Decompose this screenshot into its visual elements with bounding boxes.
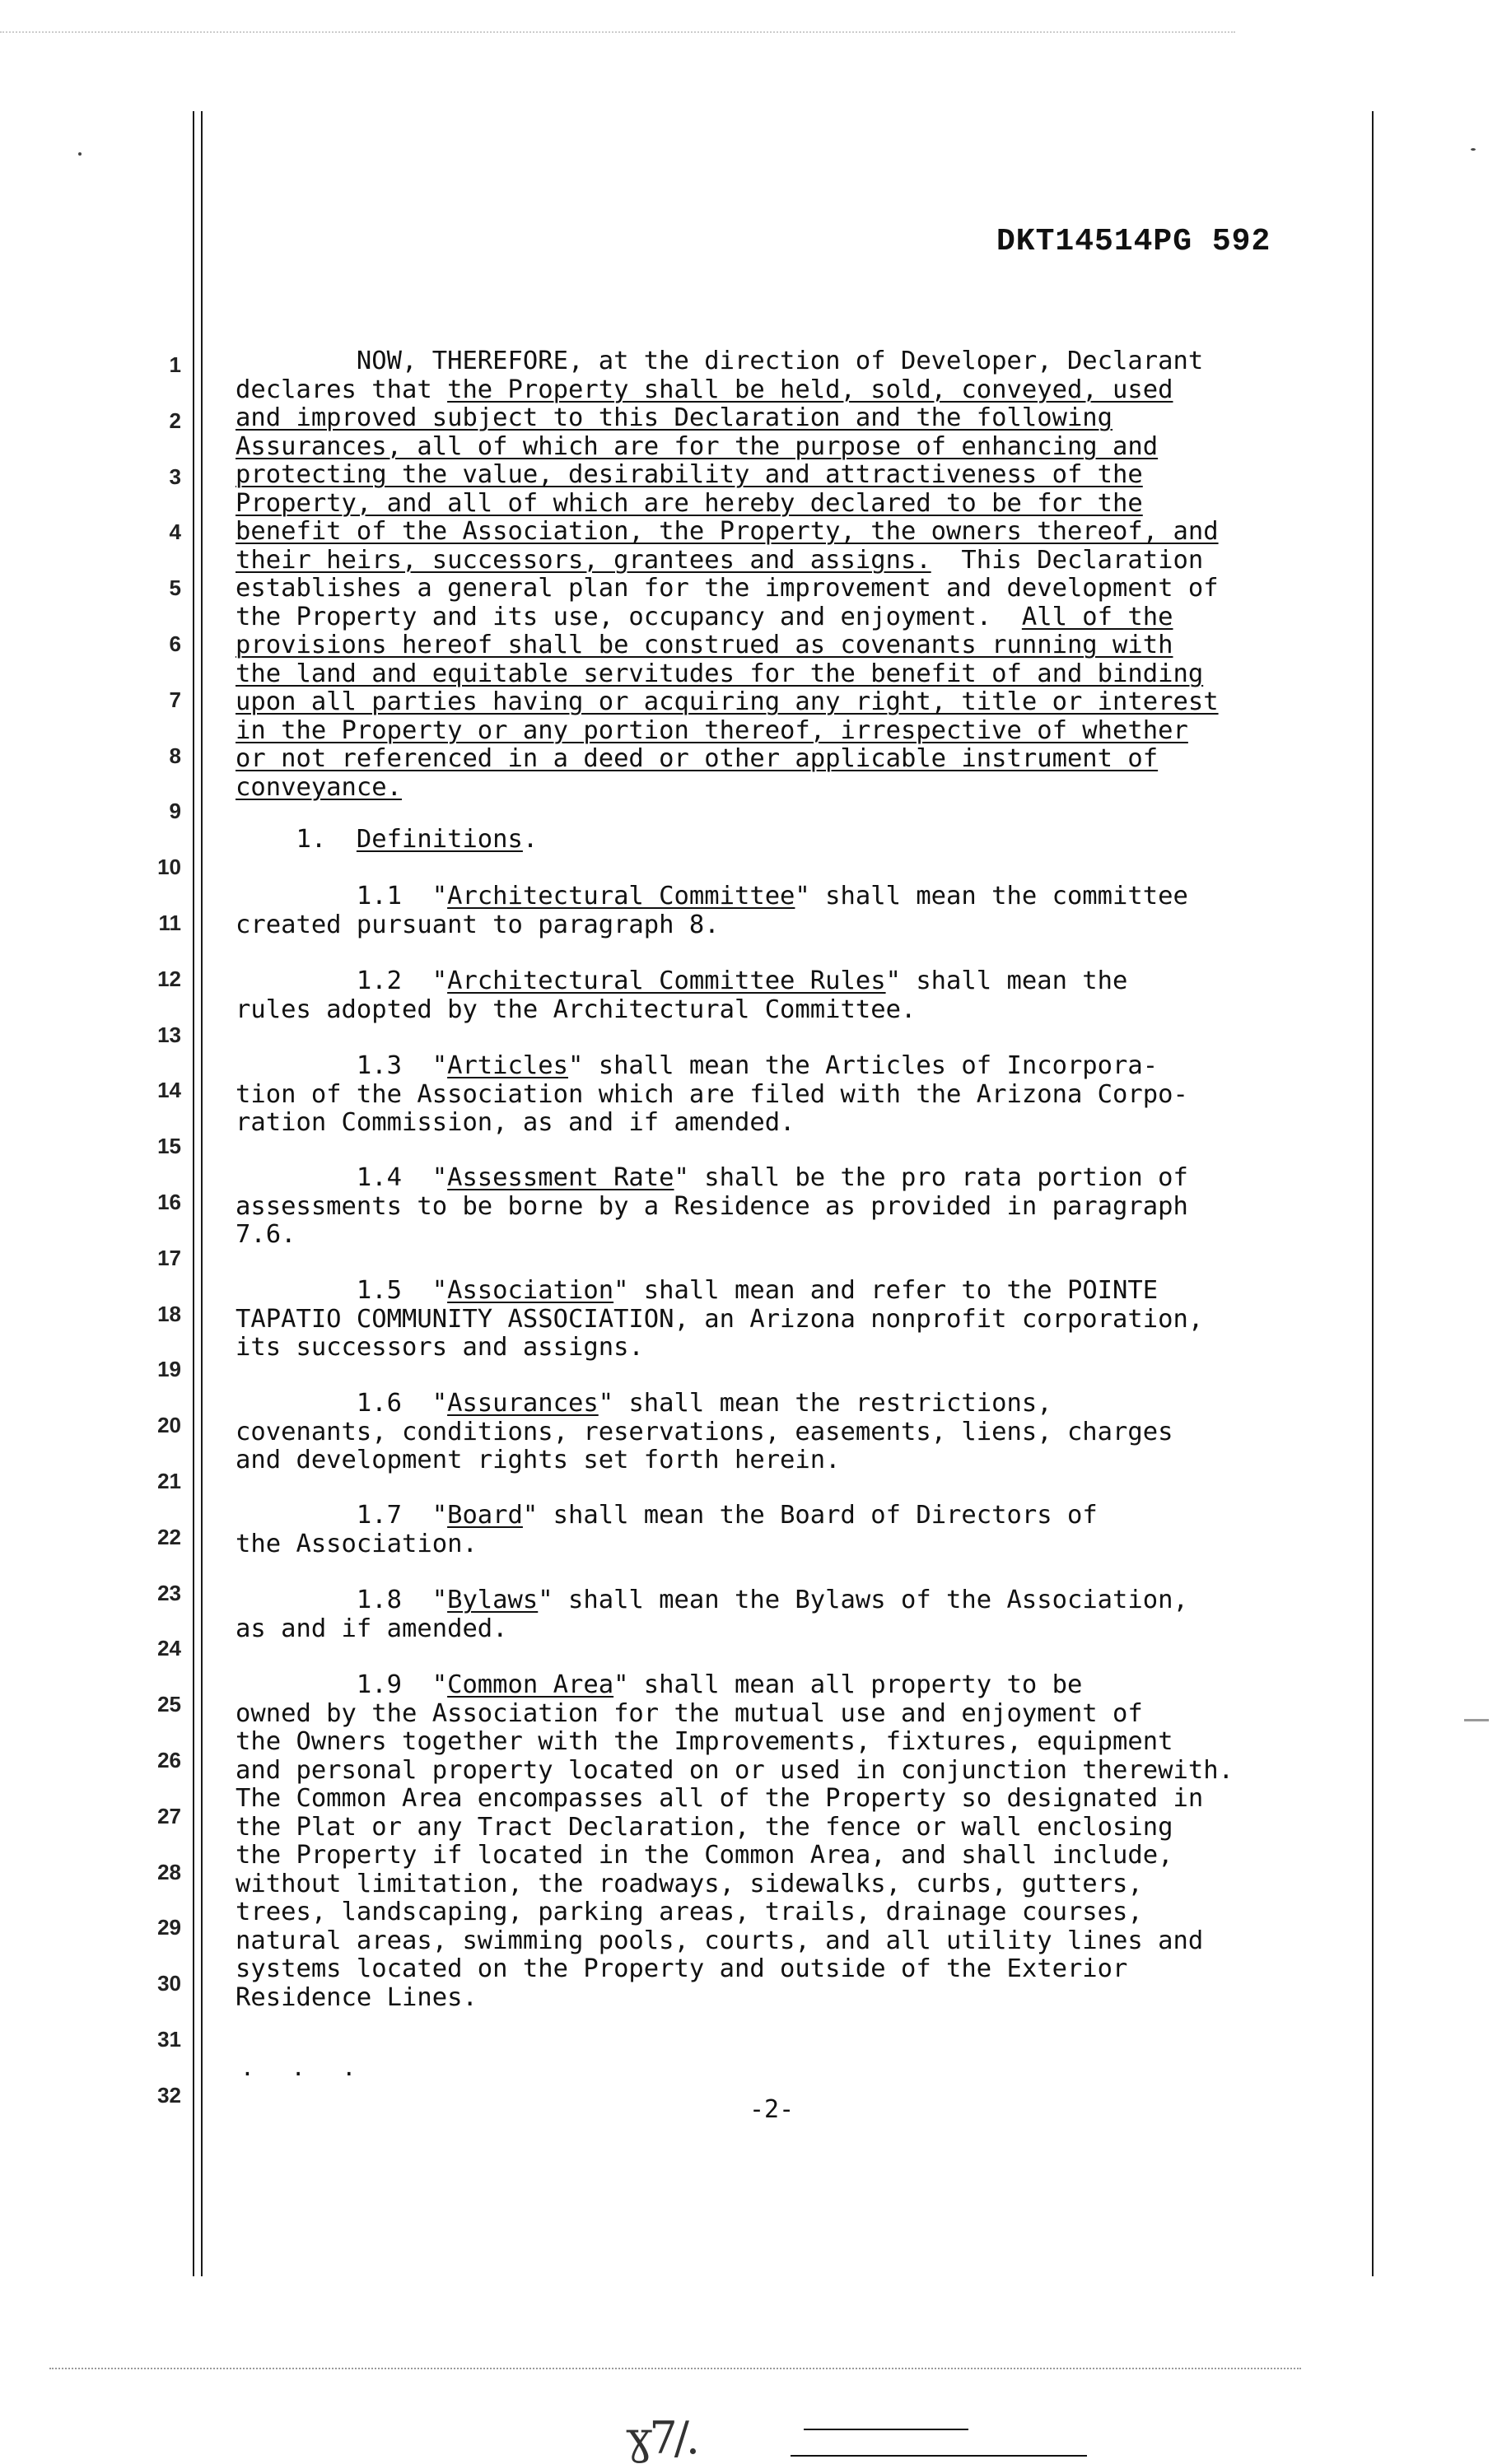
intro-line-underlined: the land and equitable servitudes for the benefit of and binding (236, 659, 1204, 688)
definition-term: Articles (447, 1051, 568, 1080)
definition-term: Architectural Committee Rules (447, 967, 886, 995)
section-heading-definitions: 1. Definitions. (236, 825, 539, 854)
line-number: 27 (157, 1803, 181, 1828)
definition-number: 1.2 " (236, 967, 448, 995)
scan-speck (1471, 148, 1476, 151)
intro-line-underlined: benefit of the Association, the Property, the owners thereof, and (236, 517, 1219, 546)
definition-number: 1.6 " (236, 1389, 448, 1418)
line-number: 4 (169, 519, 181, 545)
intro-line-underlined: or not referenced in a deed or other applicable instrument of (236, 744, 1159, 773)
margin-rule-right (1372, 111, 1374, 2276)
line-number: 7 (169, 687, 181, 712)
line-number: 20 (157, 1413, 181, 1438)
intro-line-underlined: upon all parties having or acquiring any right, title or interest (236, 687, 1219, 716)
signature-line (804, 2429, 968, 2430)
line-number: 16 (157, 1190, 181, 1214)
line-number: 3 (169, 463, 181, 489)
definition-item (236, 1671, 1364, 2012)
definition-text: " shall be the pro rata portion of (674, 1163, 1188, 1192)
top-scan-edge (0, 31, 1235, 33)
intro-line-underlined: protecting the value, desirability and attractiveness of the (236, 460, 1143, 489)
definition-text: the Association. (236, 1529, 478, 1558)
line-number: 21 (157, 1469, 181, 1493)
line-number: 32 (157, 2082, 181, 2108)
definition-term: Association (447, 1276, 614, 1305)
line-number: 26 (157, 1748, 181, 1772)
definition-term: Common Area (447, 1670, 614, 1699)
line-number: 28 (157, 1859, 181, 1884)
line-number: 23 (157, 1580, 181, 1605)
intro-line-underlined: their heirs, successors, grantees and assigns. (236, 545, 931, 575)
line-number: 22 (157, 1524, 181, 1549)
definition-number: 1.8 " (236, 1586, 448, 1614)
definition-item (236, 967, 1364, 1024)
line-number: 1 (169, 352, 181, 377)
intro-line: declares that (236, 375, 448, 404)
intro-line: This Declaration (931, 545, 1204, 575)
line-number: 13 (157, 1022, 181, 1047)
definition-text: rules adopted by the Architectural Committee. (236, 994, 917, 1024)
line-number: 14 (157, 1078, 181, 1103)
definition-text: tion of the Association which are filed with the Arizona Corpo- ration Commission, as and if amended. (236, 1079, 1188, 1137)
definition-item (236, 1390, 1364, 1475)
handwritten-mark: ɣ7/. (626, 2412, 697, 2464)
definition-text: " shall mean the committee (795, 882, 1188, 911)
margin-rule-left-outer (193, 111, 194, 2276)
definition-term: Board (447, 1501, 523, 1530)
definition-term: Assessment Rate (447, 1163, 674, 1192)
intro-line-underlined: and improved subject to this Declaration and the following (236, 403, 1113, 432)
definition-text: covenants, conditions, reservations, easements, liens, charges and development rights set forth herein. (236, 1417, 1173, 1474)
definition-text: " shall mean and refer to the POINTE (613, 1276, 1159, 1305)
intro-line-underlined: the Property shall be held, sold, conveyed, used (447, 375, 1173, 404)
line-number: 31 (157, 2027, 181, 2052)
line-number: 30 (157, 1971, 181, 1996)
line-number: 2 (169, 408, 181, 433)
intro-line: NOW, THEREFORE, at the direction of Developer, Declarant (236, 347, 1204, 375)
definition-text: " shall mean the restrictions, (598, 1389, 1052, 1418)
definition-text: assessments to be borne by a Residence as provided in paragraph 7.6. (236, 1191, 1188, 1249)
definition-number: 1.5 " (236, 1276, 448, 1305)
definition-item (236, 1164, 1364, 1250)
intro-line-underlined: in the Property or any portion thereof, irrespective of whether (236, 715, 1188, 745)
intro-line-underlined: provisions hereof shall be construed as covenants running with (236, 631, 1173, 659)
definition-number: 1.1 " (236, 882, 448, 911)
definition-term: Bylaws (447, 1586, 539, 1614)
intro-line: establishes a general plan for the improvement and development of (236, 574, 1219, 603)
line-number: 17 (157, 1245, 181, 1270)
definition-item (236, 883, 1364, 939)
scan-speck (1464, 1719, 1489, 1721)
line-number: 9 (169, 799, 181, 824)
line-number: 10 (157, 855, 181, 880)
definition-text: " shall mean the (885, 967, 1128, 995)
line-number: 24 (157, 1636, 181, 1661)
definition-item (236, 1052, 1364, 1138)
definition-number: 1.9 " (236, 1670, 448, 1699)
line-number: 6 (169, 631, 181, 656)
definition-text: " shall mean all property to be (613, 1670, 1083, 1699)
line-number: 29 (157, 1915, 181, 1940)
line-number: 5 (169, 575, 181, 601)
intro-line-underlined: conveyance. (236, 772, 402, 802)
definition-text: created pursuant to paragraph 8. (236, 910, 720, 939)
recording-stamp: DKT14514PG 592 (996, 224, 1271, 259)
intro-paragraph (236, 347, 1364, 802)
line-number: 25 (157, 1692, 181, 1717)
intro-line: the Property and its use, occupancy and enjoyment. (236, 602, 1022, 631)
definition-text: owned by the Association for the mutual use and enjoyment of the Owners together with the Improvements, fixtures, equipment and personal property located on or used in conjunction therewith. The Common Area encompasses all of the Property so designated in the Plat or any Tract Declaration, the fence or wall enclosing the Property if located in the Common Area, and shall include, without limitation, the roadways, sidewalks, curbs, gutters, trees, landscaping, parking areas, trails, drainage courses, natural areas, swimming pools, courts, and all utility lines and systems located on the Property and outside of the Exterior Residence Lines. (236, 1698, 1234, 2012)
line-number: 18 (157, 1301, 181, 1326)
intro-line-underlined: Property, and all of which are hereby declared to be for the (236, 488, 1143, 518)
definition-text: as and if amended. (236, 1614, 508, 1643)
definition-item (236, 1502, 1364, 1558)
definition-number: 1.3 " (236, 1051, 448, 1080)
line-number: 15 (157, 1134, 181, 1159)
line-number: 11 (158, 911, 181, 935)
bottom-scan-edge (49, 2368, 1301, 2369)
definition-number: 1.7 " (236, 1501, 448, 1530)
section-title: Definitions (356, 825, 523, 854)
definition-item (236, 1586, 1364, 1643)
intro-line-underlined: Assurances, all of which are for the purpose of enhancing and (236, 431, 1159, 461)
definition-text: " shall mean the Articles of Incorpora- (567, 1051, 1159, 1080)
definition-number: 1.4 " (236, 1163, 448, 1192)
line-number: 12 (157, 966, 181, 991)
signature-line (791, 2455, 1087, 2457)
line-number: 8 (169, 743, 181, 768)
margin-rule-left-inner (201, 111, 203, 2276)
continuation-marks: . . . (240, 2054, 368, 2081)
definition-text: " shall mean the Bylaws of the Association, (538, 1586, 1188, 1614)
scan-speck (78, 152, 82, 156)
intro-line-underlined: All of the (1021, 602, 1173, 631)
definition-item (236, 1277, 1364, 1362)
line-number: 19 (157, 1357, 181, 1382)
page-number: -2- (749, 2095, 795, 2124)
definition-term: Architectural Committee (447, 882, 795, 911)
definition-term: Assurances (447, 1389, 599, 1418)
definition-text: TAPATIO COMMUNITY ASSOCIATION, an Arizona nonprofit corporation, its successors and assigns. (236, 1304, 1204, 1362)
definition-text: " shall mean the Board of Directors of (522, 1501, 1098, 1530)
